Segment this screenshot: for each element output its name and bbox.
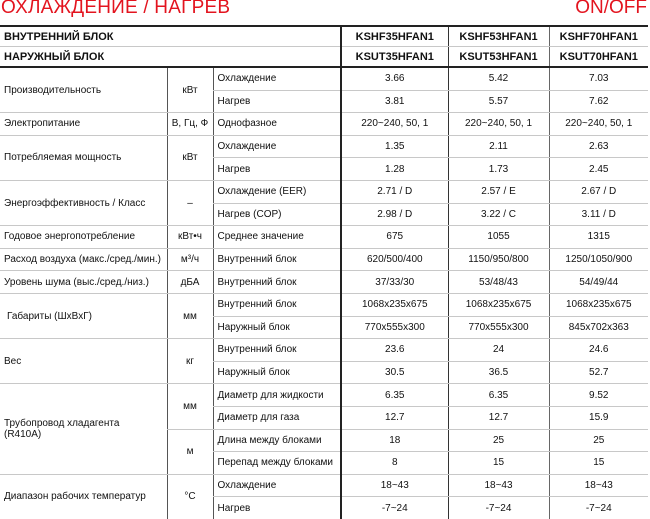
value-cell: 7.03 — [549, 67, 648, 90]
value-cell: 1068x235x675 — [448, 293, 549, 316]
value-cell: 1.73 — [448, 158, 549, 181]
sub-label: Нагрев (COP) — [213, 203, 341, 226]
unit-label: кВт — [167, 135, 213, 180]
value-cell: 5.57 — [448, 90, 549, 113]
value-cell: 1068x235x675 — [549, 293, 648, 316]
value-cell: 2.11 — [448, 135, 549, 158]
unit-label: В, Гц, Ф — [167, 113, 213, 136]
value-cell: 37/33/30 — [341, 271, 448, 294]
sub-label: Охлаждение — [213, 474, 341, 497]
value-cell: 2.57 / E — [448, 180, 549, 203]
value-cell: 15 — [448, 452, 549, 475]
header-row-indoor — [0, 26, 648, 47]
value-cell: 15.9 — [549, 406, 648, 429]
unit-label: м — [167, 429, 213, 474]
table-row — [0, 271, 648, 294]
sub-label: Нагрев — [213, 497, 341, 519]
sub-label: Охлаждение — [213, 67, 341, 90]
value-cell: -7~24 — [341, 497, 448, 519]
value-cell: 1315 — [549, 226, 648, 249]
value-cell: 1.28 — [341, 158, 448, 181]
value-cell: 18~43 — [448, 474, 549, 497]
sub-label: Длина между блоками — [213, 429, 341, 452]
param-label: Габариты (ШхВхГ) — [0, 293, 167, 338]
indoor-model: KSHF53HFAN1 — [448, 26, 549, 47]
param-label: Вес — [0, 339, 167, 384]
value-cell: 54/49/44 — [549, 271, 648, 294]
indoor-model: KSHF35HFAN1 — [341, 26, 448, 47]
table-row — [0, 135, 648, 158]
sub-label: Внутренний блок — [213, 339, 341, 362]
outdoor-unit-label: НАРУЖНЫЙ БЛОК — [0, 47, 341, 68]
value-cell: 1068x235x675 — [341, 293, 448, 316]
value-cell: 9.52 — [549, 384, 648, 407]
value-cell: 1055 — [448, 226, 549, 249]
indoor-model: KSHF70HFAN1 — [549, 26, 648, 47]
sub-label: Перепад между блоками — [213, 452, 341, 475]
unit-label: кВт — [167, 67, 213, 113]
table-row — [0, 248, 648, 271]
value-cell: 220~240, 50, 1 — [448, 113, 549, 136]
value-cell: -7~24 — [549, 497, 648, 519]
value-cell: 18~43 — [549, 474, 648, 497]
sub-label: Охлаждение (EER) — [213, 180, 341, 203]
value-cell: -7~24 — [448, 497, 549, 519]
value-cell: 15 — [549, 452, 648, 475]
sub-label: Наружный блок — [213, 316, 341, 339]
value-cell: 3.66 — [341, 67, 448, 90]
value-cell: 220~240, 50, 1 — [549, 113, 648, 136]
param-label: Уровень шума (выс./сред./низ.) — [0, 271, 167, 294]
value-cell: 24.6 — [549, 339, 648, 362]
value-cell: 53/48/43 — [448, 271, 549, 294]
value-cell: 25 — [448, 429, 549, 452]
value-cell: 24 — [448, 339, 549, 362]
value-cell: 6.35 — [341, 384, 448, 407]
table-row — [0, 67, 648, 90]
sub-label: Нагрев — [213, 90, 341, 113]
unit-label: дБА — [167, 271, 213, 294]
sub-label: Наружный блок — [213, 361, 341, 384]
spec-table — [0, 25, 648, 519]
value-cell: 18~43 — [341, 474, 448, 497]
unit-label: мм — [167, 293, 213, 338]
value-cell: 620/500/400 — [341, 248, 448, 271]
sub-label: Внутренний блок — [213, 248, 341, 271]
param-label: Расход воздуха (макс./сред./мин.) — [0, 248, 167, 271]
value-cell: 1250/1050/900 — [549, 248, 648, 271]
value-cell: 770x555x300 — [341, 316, 448, 339]
value-cell: 7.62 — [549, 90, 648, 113]
sub-label: Диаметр для жидкости — [213, 384, 341, 407]
param-label: Потребляемая мощность — [0, 135, 167, 180]
table-row — [0, 339, 648, 362]
section-title: ОХЛАЖДЕНИЕ / НАГРЕВ — [1, 0, 231, 18]
value-cell: 18 — [341, 429, 448, 452]
value-cell: 23.6 — [341, 339, 448, 362]
sub-label: Охлаждение — [213, 135, 341, 158]
value-cell: 12.7 — [448, 406, 549, 429]
value-cell: 1150/950/800 — [448, 248, 549, 271]
param-label: Диапазон рабочих температур — [4, 491, 146, 503]
value-cell: 220~240, 50, 1 — [341, 113, 448, 136]
value-cell: 30.5 — [341, 361, 448, 384]
table-row — [0, 226, 648, 249]
sub-label: Нагрев — [213, 158, 341, 181]
table-row — [0, 113, 648, 136]
value-cell: 5.42 — [448, 67, 549, 90]
value-cell: 8 — [341, 452, 448, 475]
unit-label: кг — [167, 339, 213, 384]
value-cell: 52.7 — [549, 361, 648, 384]
value-cell: 6.35 — [448, 384, 549, 407]
table-row — [0, 180, 648, 203]
sub-label: Однофазное — [213, 113, 341, 136]
indoor-unit-label: ВНУТРЕННИЙ БЛОК — [0, 26, 341, 47]
value-cell: 845x702x363 — [549, 316, 648, 339]
unit-label: – — [167, 180, 213, 225]
header-row-outdoor — [0, 47, 648, 68]
value-cell: 3.22 / C — [448, 203, 549, 226]
unit-label: кВт•ч — [167, 226, 213, 249]
value-cell: 2.67 / D — [549, 180, 648, 203]
outdoor-model: KSUT70HFAN1 — [549, 47, 648, 68]
table-row — [0, 293, 648, 316]
param-label: Годовое энергопотребление — [0, 226, 167, 249]
unit-label: °C — [167, 474, 213, 519]
value-cell: 2.98 / D — [341, 203, 448, 226]
value-cell: 2.45 — [549, 158, 648, 181]
unit-label: мм — [167, 384, 213, 429]
param-label: Производительность — [0, 67, 167, 113]
value-cell: 675 — [341, 226, 448, 249]
value-cell: 25 — [549, 429, 648, 452]
sub-label: Внутренний блок — [213, 271, 341, 294]
value-cell: 1.35 — [341, 135, 448, 158]
param-label-line: Трубопровод хладагента — [4, 418, 120, 429]
value-cell: 3.11 / D — [549, 203, 648, 226]
sub-label: Внутренний блок — [213, 293, 341, 316]
param-label-line: (R410A) — [4, 429, 42, 440]
outdoor-model: KSUT53HFAN1 — [448, 47, 549, 68]
param-label — [0, 384, 167, 474]
outdoor-model: KSUT35HFAN1 — [341, 47, 448, 68]
table-row — [0, 384, 648, 407]
table-row — [0, 474, 648, 497]
unit-label: м³/ч — [167, 248, 213, 271]
mode-label: ON/OFF — [575, 0, 647, 18]
value-cell: 2.63 — [549, 135, 648, 158]
sub-label: Диаметр для газа — [213, 406, 341, 429]
param-label: Электропитание — [0, 113, 167, 136]
value-cell: 770x555x300 — [448, 316, 549, 339]
value-cell: 3.81 — [341, 90, 448, 113]
value-cell: 36.5 — [448, 361, 549, 384]
param-label: Энергоэффективность / Класс — [0, 180, 167, 225]
sub-label: Среднее значение — [213, 226, 341, 249]
value-cell: 2.71 / D — [341, 180, 448, 203]
value-cell: 12.7 — [341, 406, 448, 429]
